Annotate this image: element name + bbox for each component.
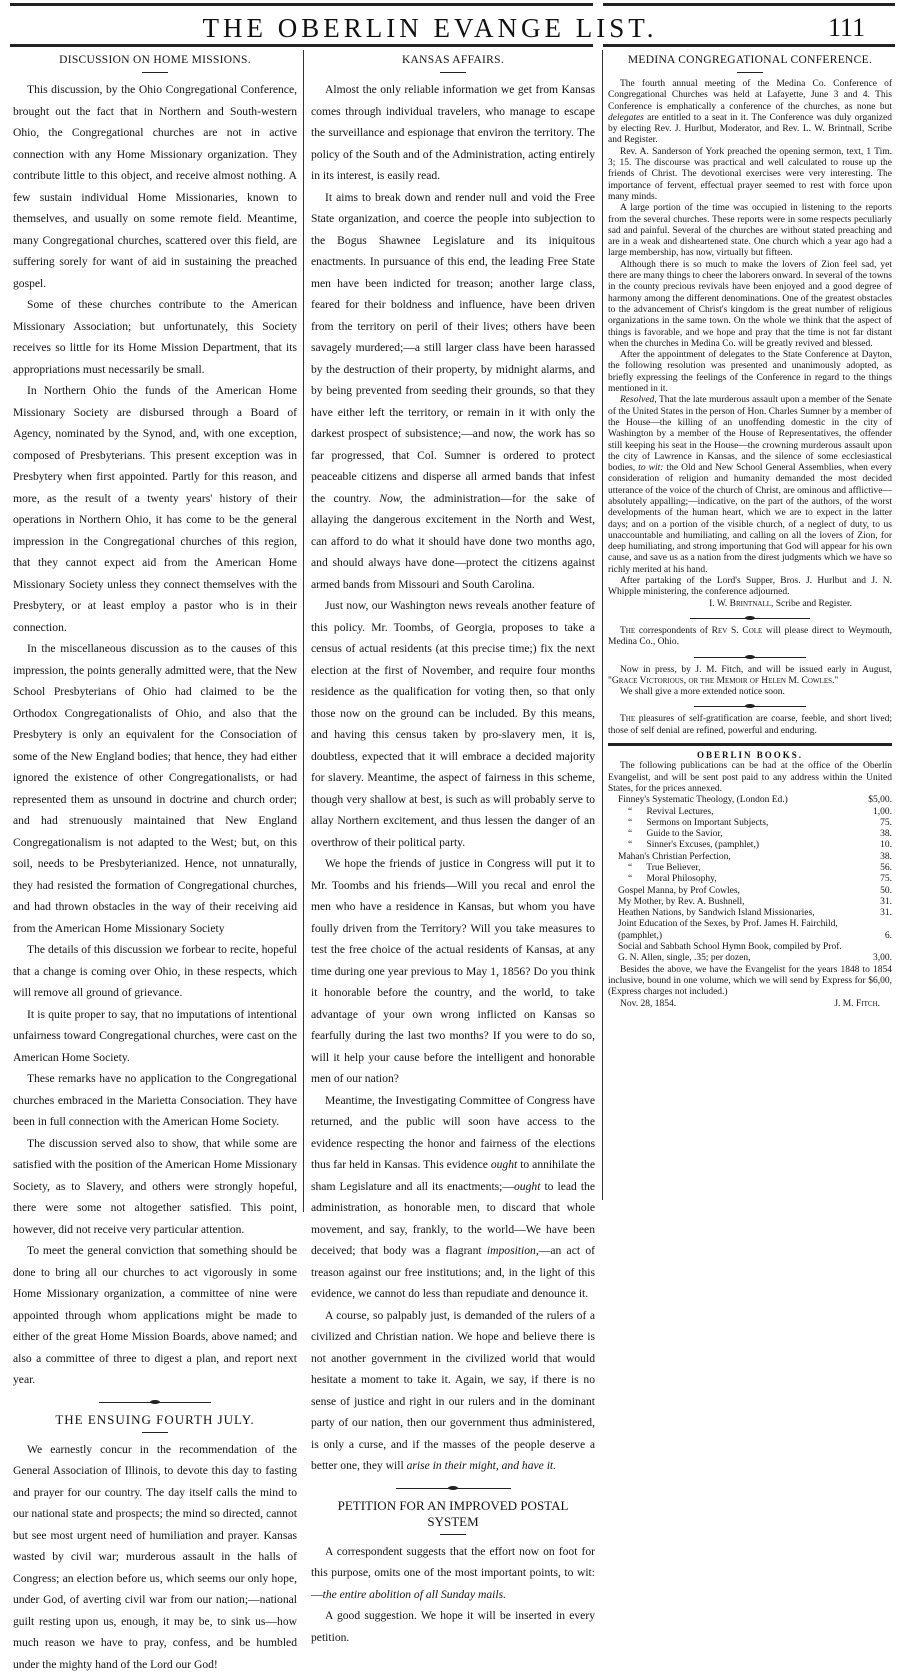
italic-text: delegates — [608, 113, 644, 123]
book-price: 56. — [848, 863, 892, 874]
book-row — [608, 908, 892, 919]
text-run: Although there is so much to make the lovers of Zion feel sad, yet there are many things to cheer the laborers onward. In several of the towns in the county precious revivals have been enjoyed and a good degree of harmony among the different denominations. One of the greatest obstacles to the advancement of Christ's kingdom is the great number of religious organizations in the same town. On the whole we think that the aspect of things is favorable, and we hope and pray that the time is not far distant when the churches in Medina Co. will be greatly revived and blessed. — [608, 260, 892, 349]
text-run: In Northern Ohio the funds of the American Home Missionary Society are disbursed through a Board of Agency, nominated by the Synod, and, with one exception, composed of Presbyterians. This present exception was in Presbytery when first appointed. Partly for this reason, and more, as the result of a twenty years' history of their operations in Northern Ohio, it has come to be the general impression in the Congregational churches of this region, that they cannot expect aid from the American Home Missionary Society unless they connect themselves with the Presbytery, or at least employ a pastor who is in their connection. — [13, 384, 297, 634]
article-kansas-affairs — [311, 52, 595, 1477]
book-price: 38. — [848, 852, 892, 863]
text-run: A good suggestion. We hope it will be inserted in every petition. — [311, 1609, 595, 1644]
text-run: A course, so palpably just, is demanded of the rulers of a civilized and Christian nation. We hope and believe there is not another government in the civilized world that would hesitate a moment to take it. Again, we say, if there is no sense of justice and right in our rulers and in the dominant party of our nation, then our government thus administered, is only a curse, and if the masses of the people deserve a better one, they will — [311, 1309, 595, 1473]
italic-text: arise in their might, and have it. — [407, 1459, 556, 1472]
italic-run — [608, 113, 644, 123]
text-run: Some of these churches contribute to the American Missionary Association; but unfortunately, this Society receives so little for its Home Mission Department, that its appropriations must necessarily be small. — [13, 298, 297, 376]
book-row — [608, 818, 892, 829]
book-title: Mahan's Christian Perfection, — [608, 852, 848, 863]
text-run: the Old and New School General Assemblies, when every consideration of religion and humanity demanded the most decided utterance of the voice of the church of Christ, are ominous and afflictive—absolutely appalling;—indicative, on the part of the authors, of the worst developments of the human heart, which we are to expect in the latter days; and on a portion of the visible church, of a neglect of duty, to us unaccountable and humiliating, and calling on all the lovers of Zion, for deep humiliating, and strong importuning that God will appear for his own cause, and save us as a nation from the direst judgments which we have so richly merited at his hand. — [608, 463, 892, 575]
book-title: “ True Believer, — [608, 863, 848, 874]
book-price: $5,00. — [848, 795, 892, 806]
section-ornament — [694, 703, 806, 710]
article-body — [311, 1541, 595, 1649]
text-run: the administration—for the sake of allaying the dangerous excitement in the North and West, can afford to do what it should have done two months ago, and should always have done—protect the citizens against armed bands from Missouri and South Carolina. — [311, 492, 595, 591]
book-row — [608, 886, 892, 897]
book-title: Finney's Systematic Theology, (London Ed.) — [608, 795, 848, 806]
text-run: Almost the only reliable information we get from Kansas comes through individual travelers, who manage to escape the surveillance and espionage that environ the territory. The policy of the South and of the Administration, acting entirely in its interest, is easily read. — [311, 83, 595, 182]
article-postal-petition — [311, 1498, 595, 1649]
small-caps-text: Grace Victorious, or the Memoir of Helen M. Cowles. — [612, 676, 834, 686]
italic-text: to wit: — [638, 463, 663, 473]
italic-run — [491, 1158, 517, 1171]
notice-body — [608, 665, 892, 699]
article-body — [13, 79, 297, 1391]
paragraph — [13, 1133, 297, 1241]
paragraph — [13, 79, 297, 294]
small-caps-text: I. W. Brintnall — [709, 599, 771, 609]
article-fourth-july — [13, 1412, 297, 1675]
book-row — [608, 829, 892, 840]
italic-run — [620, 395, 657, 405]
paragraph — [608, 687, 892, 698]
book-price: 75. — [848, 818, 892, 829]
section-ornament — [99, 1399, 211, 1406]
small-caps-text: Rev S. Cole — [712, 626, 763, 636]
book-title: Joint Education of the Sexes, by Prof. James H. Fairchild, (pamphlet,) — [608, 919, 848, 942]
book-row — [608, 852, 892, 863]
italic-text: the entire abolition of all Sunday mails. — [323, 1588, 506, 1601]
paragraph — [13, 380, 297, 638]
paragraph — [608, 350, 892, 395]
book-title: My Mother, by Rev. A. Bushnell, — [608, 897, 848, 908]
newspaper-title: THE OBERLIN EVANGE LIST. — [110, 12, 750, 44]
book-title: Social and Sabbath School Hymn Book, compiled by Prof. G. N. Allen, single, .35; per dozen, — [608, 942, 848, 965]
text-run: will please direct to Weymouth, Medina Co., Ohio. — [608, 626, 892, 647]
book-price: 75. — [848, 874, 892, 885]
books-price-list — [608, 795, 892, 964]
text-run: The discussion served also to show, that while some are satisfied with the position of the American Home Missionary Society, as to Slavery, and others were strongly hopeful, there were some not altogether satisfied. This point, however, did not receive very particular attention. — [13, 1137, 297, 1236]
book-row — [608, 874, 892, 885]
column-divider — [602, 50, 603, 1200]
text-run: Just now, our Washington news reveals another feature of this policy. Mr. Toombs, of Georgia, proposes to take a census of actual residents (at this precise time;) fix the next election at the first of November, and require four months residence as the qualification for voting then, so that only those now on the ground can be included. By this means, and having this census taken by pro-slavery men, it is, doubtless, expected that it will embrace a decided majority for slavery. Meantime, the aspect of fairness in this scheme, though very shallow at best, is such as will probably serve to allay Northern excitement, and thus lessen the danger of an overthrow of their political party. — [311, 599, 595, 849]
paragraph — [311, 1305, 595, 1477]
book-price: 38. — [848, 829, 892, 840]
article-heading: DISCUSSION ON HOME MISSIONS. — [13, 52, 297, 68]
heading-rule — [142, 1432, 168, 1433]
book-title: Heathen Nations, by Sandwich Island Missionaries, — [608, 908, 848, 919]
paragraph — [13, 939, 297, 1004]
book-row — [608, 897, 892, 908]
books-signed: J. M. Fitch. — [834, 999, 880, 1010]
top-rule — [603, 3, 895, 6]
book-price: 3,00. — [848, 942, 892, 965]
paragraph — [608, 665, 892, 688]
italic-text: Resolved, — [620, 395, 657, 405]
section-ornament — [690, 615, 810, 622]
text-run: The fourth annual meeting of the Medina Co. Conference of Congregational Churches was held at Lafayette, June 3 and 4. This Conference is emphatically a conference of the churches, as none but — [608, 79, 892, 112]
heading-rule — [440, 1534, 466, 1535]
book-price: 10. — [848, 840, 892, 851]
text-run: To meet the general conviction that something should be done to bring all our churches to act vigorously in some Home Missionary organization, a committee of nine were appointed through whom applications might be made to either of the great Home Mission Boards, above named; and also a committee of three to digest a plan, and report next year. — [13, 1244, 297, 1386]
article-heading: THE ENSUING FOURTH JULY. — [13, 1412, 297, 1428]
paragraph — [13, 1004, 297, 1069]
paragraph — [608, 576, 892, 599]
masthead-rule — [603, 44, 895, 47]
notice-body — [608, 626, 892, 649]
text-run: We shall give a more extended notice soon. — [620, 687, 785, 697]
italic-text: imposition, — [487, 1244, 539, 1257]
heading-rule — [142, 72, 168, 73]
heading-rule — [737, 72, 763, 73]
paragraph — [608, 260, 892, 350]
book-title: “ Sinner's Excuses, (pamphlet,) — [608, 840, 848, 851]
heading-rule — [440, 72, 466, 73]
text-run: We hope the friends of justice in Congress will put it to Mr. Toombs and his friends—Will you recal and enrol the men who have a residence in Kansas, but whom you have foully driven from the Territory? Will you take measures to test the free choice of the actual residents of Kansas, at any time during one year previous to May 1, 1856? Do you think it honorable before the country, and the world, to take advantage of your own wrong inflicted on Kansas so fearfully during the last two months? If you were to do so, will it help your cause before the intelligent and honorable men of our nation? — [311, 857, 595, 1085]
paragraph — [608, 147, 892, 203]
text-run: —an act of treason against our free institutions; and, in the light of this evidence, we cannot do less than repudiate and denounce it. — [311, 1244, 595, 1300]
book-title: “ Guide to the Savior, — [608, 829, 848, 840]
text-run: The details of this discussion we forbear to recite, hopeful that a change is coming over Ohio, in these respects, which will remove all ground of grievance. — [13, 943, 297, 999]
text-run: Rev. A. Sanderson of York preached the opening sermon, text, 1 Tim. 3; 15. The discourse was practical and well calculated to rouse up the friends of Christ. The devotional exercises were very interesting. The importance of fervent, effectual prayer seemed to rest with force upon many minds. — [608, 147, 892, 202]
small-caps-text: The — [620, 714, 635, 724]
section-ornament — [396, 1485, 511, 1492]
article-heading: MEDINA CONGREGATIONAL CONFERENCE. — [608, 52, 892, 68]
book-row — [608, 807, 892, 818]
paragraph — [311, 1605, 595, 1648]
paragraph — [311, 1541, 595, 1606]
text-run: That the late murderous assault upon a member of the Senate of the United States in the person of Hon. Charles Sumner by a member of the House—the killing of an unoffending domestic in the city of Washington by a member of the House of Representatives, the offender still keeping his seat in the House—the crowning murderous assault upon the city of Lawrence in Kansas, and the silence of some ecclesiastical bodies, — [608, 395, 892, 473]
books-intro: The following publications can be had at the office of the Oberlin Evangelist, and will be sent post paid to any address within the United States, for the prices annexed. — [608, 761, 892, 795]
notice-body — [608, 714, 892, 737]
section-ornament — [694, 654, 806, 661]
paragraph — [311, 1090, 595, 1305]
italic-text: ought — [491, 1158, 517, 1171]
text-run: to lead the administration, as honorable men, to discard that whole movement, and say, frankly, to the world—We have been deceived; that body was a flagrant — [311, 1180, 595, 1258]
column-divider — [303, 50, 304, 1212]
books-date: Nov. 28, 1854. — [620, 999, 676, 1010]
text-run: , Scribe and Register. — [771, 599, 852, 609]
paragraph — [13, 1240, 297, 1391]
book-price: 1,00. — [848, 807, 892, 818]
paragraph — [311, 187, 595, 596]
notice-rev-cole — [608, 626, 892, 649]
column-1 — [13, 52, 297, 1675]
signature — [608, 599, 892, 610]
column-2 — [311, 52, 595, 1648]
paragraph — [311, 79, 595, 187]
text-run: to annihilate the sham Legislature and all its enactments;— — [311, 1158, 595, 1193]
book-title: “ Sermons on Important Subjects, — [608, 818, 848, 829]
text-run: " — [834, 676, 838, 686]
text-run: correspondents of — [635, 626, 712, 636]
text-run: It aims to break down and render null and void the Free State organization, and coerce the people into subjection to the Bogus Shawnee Legislature and its iniquitous enactments. In pursuance of this end, the leading Free State men have been indicted for treason; another large class, feared for their boldness and influence, have been driven from the territory on peril of their lives; others have been savagely murdered;—a still larger class have been harassed by the destruction of their property, by midnight alarms, and by being prevented from seeding their grounds, so that they have either left the territory, or remain in it with only the darkest prospect of subsistence;—and now, the work has so far progressed, that Col. Sumner is ordered to protect peaceable citizens and disperse all armed bands that infest the country. — [311, 191, 595, 505]
text-run: pleasures of self-gratification are coarse, feeble, and short lived; those of self denial are refined, powerful and enduring. — [608, 714, 892, 735]
text-run: After the appointment of delegates to the State Conference at Dayton, the following resolution was presented and unanimously adopted, as briefly expressing the feelings of the Conference in regard to the things mentioned in it. — [608, 350, 892, 394]
text-run: This discussion, by the Ohio Congregational Conference, brought out the fact that in Northern and South-western Ohio, the Congregational churches are not in active connection with any Home Missionary organization. They contribute little to this object, and receive almost nothing. A few sustain individual Home Missionaries, known to themselves, and usually on some remote field. Meantime, many Congregational churches, scattered over this field, are suffering sorely for want of aid in sustaining the preached gospel. — [13, 83, 297, 290]
text-run: A correspondent suggests that the effort now on foot for this purpose, omits one of the most important points, to wit:— — [311, 1545, 595, 1601]
italic-run — [638, 463, 663, 473]
italic-text: ought — [514, 1180, 540, 1193]
text-run: A large portion of the time was occupied in listening to the reports from the several churches. These reports were in some respects peculiarly sad and painful. Several of the churches are without stated preaching and are in a weak and disheartened state. One church which a year ago had a large membership, has now, virtually but fifteen. — [608, 203, 892, 258]
column-3 — [608, 52, 892, 1010]
small-caps-text: The — [620, 626, 635, 636]
paragraph — [13, 1439, 297, 1675]
page-number: 111 — [828, 12, 865, 44]
italic-run — [407, 1459, 556, 1472]
article-home-missions — [13, 52, 297, 1391]
book-title: “ Moral Philosophy, — [608, 874, 848, 885]
book-row — [608, 840, 892, 851]
text-run: are entitled to a seat in it. The Conference was duly organized by electing Rev. J. Hurlbut, Moderator, and Rev. L. W. Brintnall, Scribe and Register. — [608, 113, 892, 146]
books-footer: Besides the above, we have the Evangelist for the years 1848 to 1854 inclusive, bound in one volume, which we will send by Express for $6,00, (Express charges not included.) — [608, 965, 892, 999]
text-run: Meantime, the Investigating Committee of Congress have returned, and the public will soon have access to the evidence respecting the honor and fairness of the elections thus far held in Kansas. This evidence — [311, 1094, 595, 1172]
notice-pleasures — [608, 714, 892, 737]
books-dateline — [608, 999, 892, 1010]
advert-oberlin-books — [608, 750, 892, 1010]
masthead — [0, 12, 900, 44]
paragraph — [608, 714, 892, 737]
text-run: These remarks have no application to the Congregational churches embraced in the Marietta Consociation. They have been in full connection with the American Home Society. — [13, 1072, 297, 1128]
notice-fitch — [608, 665, 892, 699]
italic-run — [323, 1588, 506, 1601]
book-row — [608, 863, 892, 874]
text-run: Now in press, by J. M. Fitch, and will be issued early in August, " — [608, 665, 892, 686]
text-run: We earnestly concur in the recommendation of the General Association of Illinois, to devote this day to fasting and prayer for our country. The day itself calls the mind to our national state and prospects; the mind so directed, cannot but see most urgent need of humiliation and prayer. Kansas wasted by civil war; murderous assault in the halls of Congress; an election before us, which seems our only hope, under God, of averting civil war from our nation;—national guilt resting upon us, enough, it may be, to sink us—how much reason we have to pray, confess, and be humbled under the mighty hand of the Lord our God! — [13, 1443, 297, 1671]
book-price: 50. — [848, 886, 892, 897]
text-run: In the miscellaneous discussion as to the causes of this impression, the points generally admitted were, that the New School Presbyterians of Ohio had claimed to be the Orthodox Congregationalists of Ohio, and also that the Presbytery is only an equivalent for the Consociation of some of the New England bodies; that hence, they had either ignored the existence of other Congregationalists, or had represented them as unsound in doctrine and church order; and had strenuously maintained that New England Congregationalism is not adapted to the West; but, on this soil, needs to be Presbyterianized. Hence, not unnaturally, they had resisted the formation of Congregational churches, and had thrown obstacles in the way of their receiving aid from the American Home Missionary Society — [13, 642, 297, 935]
paragraph — [13, 294, 297, 380]
article-body — [13, 1439, 297, 1675]
paragraph — [608, 79, 892, 147]
text-run: It is quite proper to say, that no imputations of intentional unfairness toward Congregational churches, were cast on the American Home Society. — [13, 1008, 297, 1064]
book-price: 31. — [848, 897, 892, 908]
book-title: Gospel Manna, by Prof Cowles, — [608, 886, 848, 897]
paragraph — [13, 638, 297, 939]
italic-run — [379, 492, 402, 505]
book-price: 6. — [848, 919, 892, 942]
book-row — [608, 919, 892, 942]
book-row — [608, 795, 892, 806]
masthead-rule — [10, 44, 593, 47]
paragraph — [608, 626, 892, 649]
italic-run — [514, 1180, 540, 1193]
paragraph — [13, 1068, 297, 1133]
book-title: “ Revival Lectures, — [608, 807, 848, 818]
article-body — [311, 79, 595, 1477]
article-heading: KANSAS AFFAIRS. — [311, 52, 595, 68]
article-heading: PETITION FOR AN IMPROVED POSTAL SYSTEM — [311, 1498, 595, 1530]
paragraph — [608, 395, 892, 576]
article-body — [608, 79, 892, 599]
book-price: 31. — [848, 908, 892, 919]
books-heading: OBERLIN BOOKS. — [608, 750, 892, 761]
books-rule — [608, 743, 892, 746]
paragraph — [311, 853, 595, 1090]
italic-text: Now, — [379, 492, 402, 505]
paragraph — [311, 595, 595, 853]
paragraph — [608, 203, 892, 259]
book-row — [608, 942, 892, 965]
text-run: After partaking of the Lord's Supper, Bros. J. Hurlbut and J. N. Whipple ministering, the conference adjourned. — [608, 576, 892, 597]
italic-run — [487, 1244, 539, 1257]
top-rule — [10, 3, 593, 6]
article-medina-conference — [608, 52, 892, 610]
